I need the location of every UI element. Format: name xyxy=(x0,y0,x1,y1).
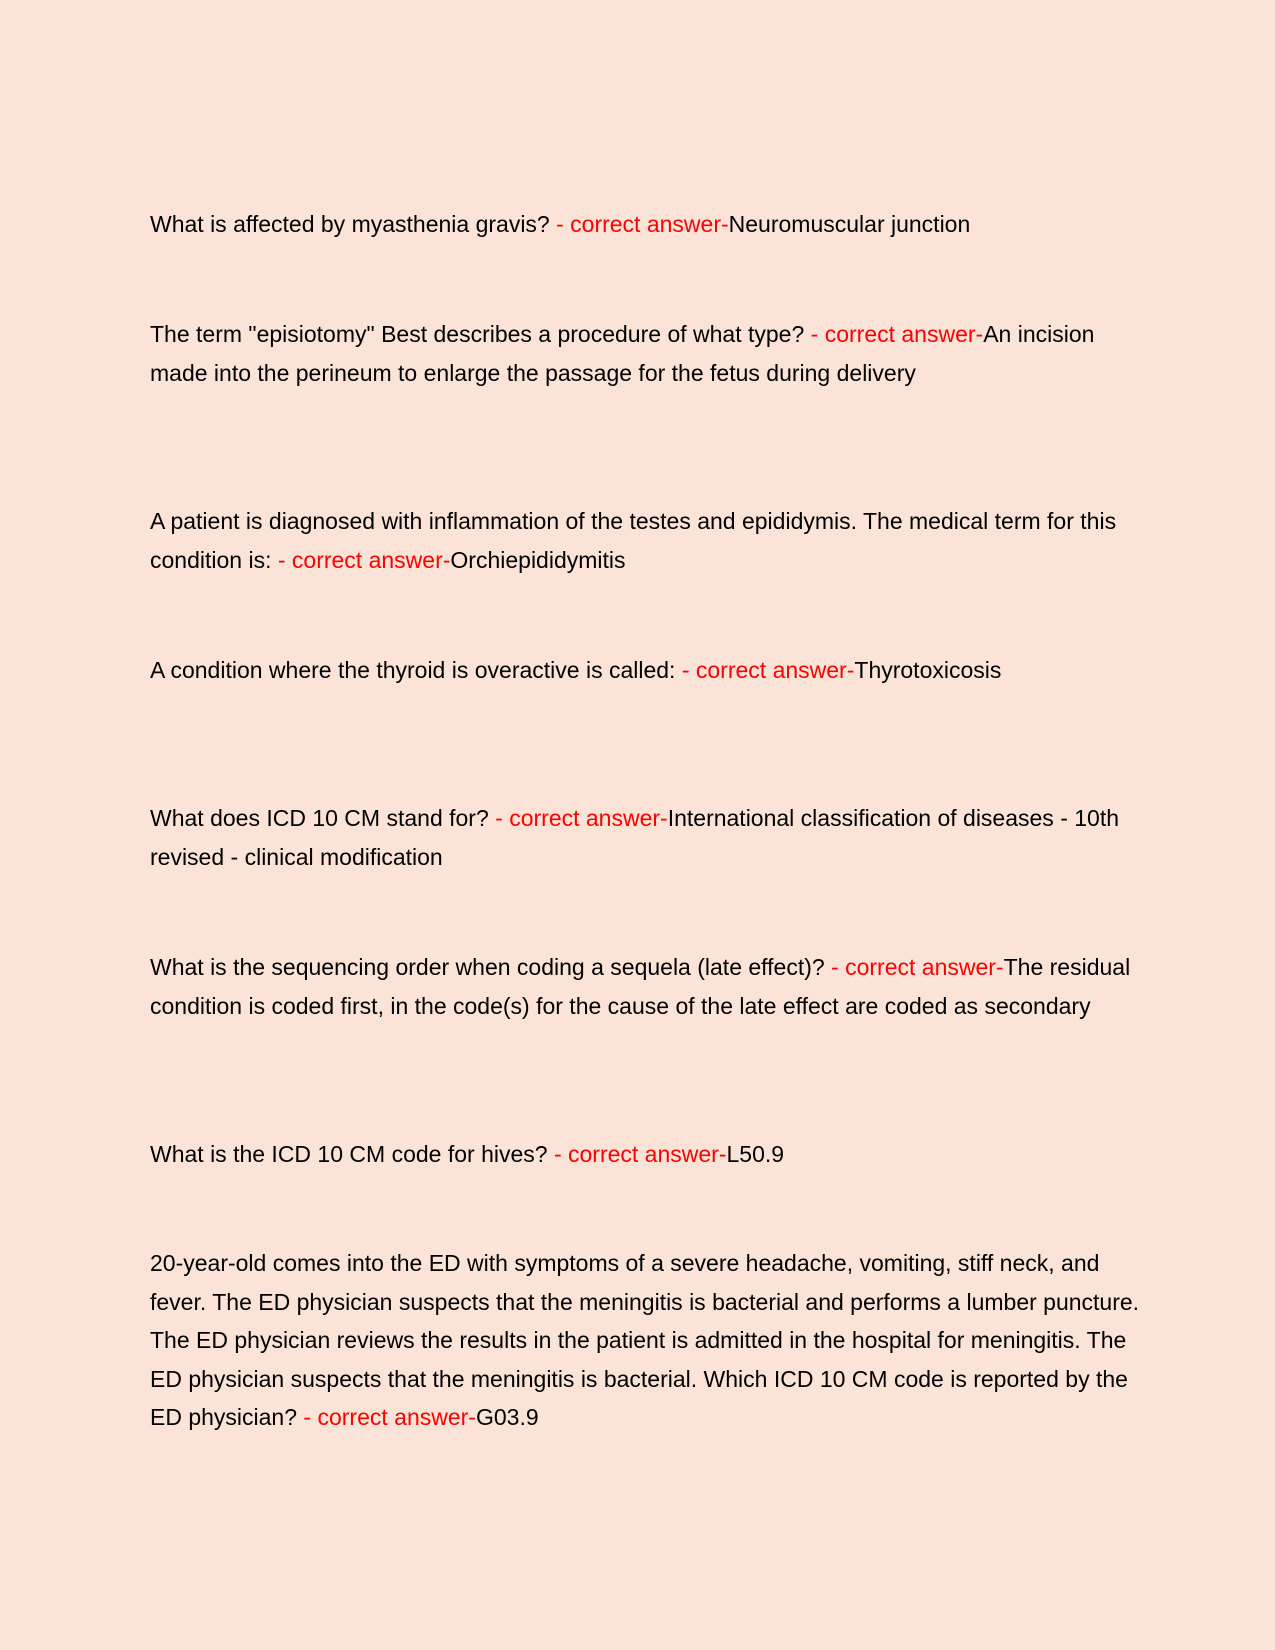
qa-item xyxy=(150,1135,1140,1174)
answer-label: - correct answer- xyxy=(824,954,1004,980)
qa-item xyxy=(150,651,1140,690)
answer-text: Thyrotoxicosis xyxy=(854,657,1002,683)
qa-item xyxy=(150,502,1140,579)
question-text: The term "episiotomy" Best describes a procedure of what type? xyxy=(150,321,805,347)
answer-text: The residual condition is coded first, in the code(s) for the cause of the late effect are coded as secondary xyxy=(150,954,1131,1019)
qa-item xyxy=(150,315,1140,392)
question-text: A condition where the thyroid is overactive is called: xyxy=(150,657,676,683)
answer-label: - correct answer- xyxy=(488,805,668,831)
qa-item xyxy=(150,799,1140,876)
answer-label: - correct answer- xyxy=(675,657,855,683)
answer-label: - correct answer- xyxy=(549,211,729,237)
qa-item xyxy=(150,1244,1140,1437)
answer-text: Orchiepididymitis xyxy=(450,546,626,573)
answer-text: An incision made into the perineum to enlarge the passage for the fetus during delivery xyxy=(150,321,1095,386)
question-text: What is the sequencing order when coding a sequela (late effect)? xyxy=(150,954,825,980)
qa-item xyxy=(150,948,1140,1025)
answer-text: G03.9 xyxy=(475,1404,539,1431)
answer-label: - correct answer- xyxy=(804,321,984,347)
question-text: A patient is diagnosed with inflammation of the testes and epididymis. The medical term for this condition is: xyxy=(150,508,1117,573)
question-text: What does ICD 10 CM stand for? xyxy=(150,805,489,831)
answer-label: - correct answer- xyxy=(547,1141,727,1167)
question-text: 20-year-old comes into the ED with symptoms of a severe headache, vomiting, stiff neck, and fever. The ED physician suspects that the meningitis is bacterial and performs a lumber puncture. The ED physician reviews the results in the patient is admitted in the hospital for meningitis. The ED physician suspects that the meningitis is bacterial. Which ICD 10 CM code is reported by the ED physician? xyxy=(150,1250,1140,1431)
answer-text: L50.9 xyxy=(726,1141,785,1167)
question-text: What is the ICD 10 CM code for hives? xyxy=(150,1141,548,1167)
question-text: What is affected by myasthenia gravis? xyxy=(150,211,550,237)
answer-label: - correct answer- xyxy=(297,1404,476,1431)
qa-item xyxy=(150,205,1140,244)
answer-text: International classification of diseases - 10th revised - clinical modification xyxy=(150,805,1120,870)
answer-text: Neuromuscular junction xyxy=(728,211,971,237)
answer-label: - correct answer- xyxy=(271,546,451,573)
